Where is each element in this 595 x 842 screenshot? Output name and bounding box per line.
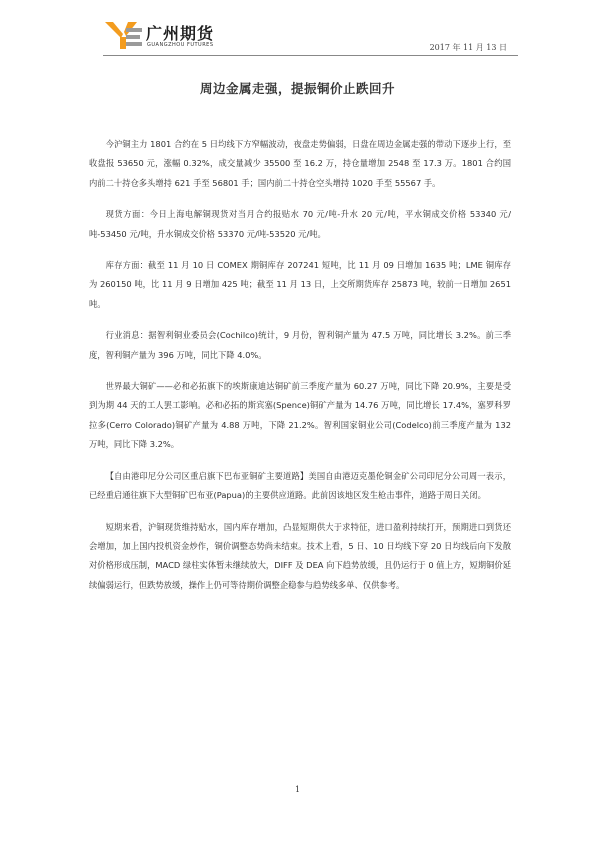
logo-subtitle: GUANGZHOU FUTURES [147, 42, 214, 48]
report-date: 2017 年 11 月 13 日 [429, 43, 507, 52]
paragraph-industry-news: 行业消息：据智利铜业委员会(Cochilco)统计，9 月份，智利铜产量为 47.5 万吨，同比增长 3.2%。前三季度，智利铜产量为 396 万吨，同比下降 4.0%。 [89, 330, 511, 360]
company-logo [104, 20, 234, 50]
report-title: 周边金属走强，提振铜价止跌回升 [199, 81, 395, 96]
paragraph-mine-output: 世界最大铜矿——必和必拓旗下的埃斯康迪达铜矿前三季度产量为 60.27 万吨，同比下降 20.9%，主要是受到为期 44 天的工人罢工影响。必和必拓的斯宾塞(Spence)铜矿产量为 14.76 万吨，同比增长 17.4%，塞罗科罗拉多(Cerro Colorado)铜矿产量为 4.88 万吨，下降 21.2%。智利国家铜业公司(Codelco)前三季度产量为 132 万吨，同比下降 3.2%。 [89, 381, 511, 450]
paragraph-outlook: 短期来看，沪铜现货维持贴水，国内库存增加，凸显短期供大于求特征，进口盈利持续打开，预期进口到货还会增加，加上国内投机资金炒作，铜价调整态势尚未结束。技术上看，5 日、10 日均线下穿 20 日均线后向下发散对价格形成压制，MACD 绿柱实体暂未继续放大，DIFF 及 DEA 向下趋势放缓，且仍运行于 0 值上方，短期铜价延续偏弱运行，但跌势放缓，操作上仍可等待期价调整企稳参与趋势线多单、仅供参考。 [89, 521, 511, 590]
logo-name: 广州期货 [146, 24, 215, 43]
header-divider [103, 55, 518, 56]
report-body [89, 135, 511, 607]
logo-mark-icon [104, 20, 144, 50]
paragraph-freeport-news: 【自由港印尼分公司区重启旗下巴布亚铜矿主要道路】美国自由港迈克墨伦铜金矿公司印尼分公司周一表示，已经重启通往旗下大型铜矿巴布亚(Papua)的主要供应道路。此前因该地区发生枪击事件，道路于周日关闭。 [89, 470, 511, 501]
paragraph-market-summary: 今沪铜主力 1801 合约在 5 日均线下方窄幅波动，夜盘走势偏弱，日盘在周边金属走强的带动下逐步上行，至收盘报 53650 元，涨幅 0.32%，成交量减少 35500 至 16.2 万，持仓量增加 2548 至 17.3 万。1801 合约国内前二十持仓多头增持 621 手至 56801 手；国内前二十持仓空头增持 1020 手至 55567 手。 [89, 139, 511, 188]
paragraph-spot: 现货方面：今日上海电解铜现货对当月合约报贴水 70 元/吨-升水 20 元/吨，平水铜成交价格 53340 元/吨-53450 元/吨，升水铜成交价格 53370 元/吨-53520 元/吨。 [89, 209, 511, 239]
paragraph-inventory: 库存方面：截至 11 月 10 日 COMEX 期铜库存 207241 短吨，比 11 月 09 日增加 1635 吨；LME 铜库存为 260150 吨，比 11 月 9 日增加 425 吨；截至 11 月 13 日，上交所期货库存 25873 吨，较前一日增加 2651 吨。 [89, 260, 511, 309]
page-number: 1 [294, 785, 301, 794]
